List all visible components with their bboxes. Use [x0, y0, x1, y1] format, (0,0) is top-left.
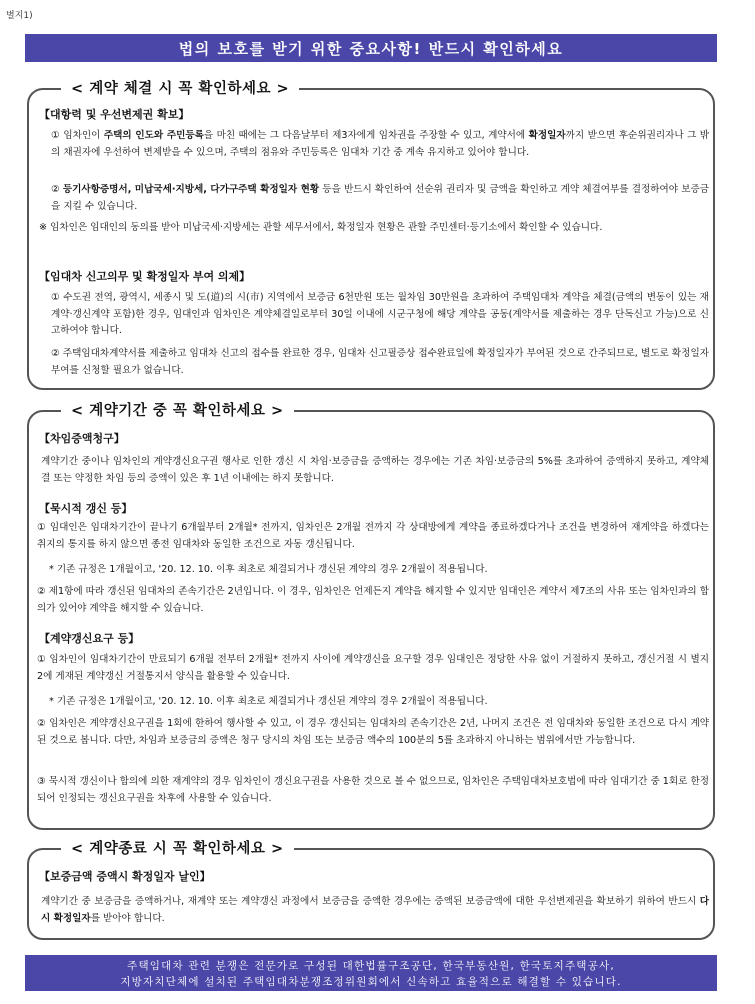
subheading: 【묵시적 갱신 등】 — [39, 502, 133, 515]
paragraph: 계약기간 중이나 임차인의 계약갱신요구권 행사로 인한 갱신 시 차임·보증금을 증액하는 경우에는 기존 차임·보증금의 5%를 초과하여 증액하지 못하고, 계약체결 또는 약정한 차임 등의 증액이 있은 후 1년 이내에는 하지 못합니다. — [41, 456, 709, 484]
paragraph: ① 임차인이 주택의 인도와 주민등록을 마친 때에는 그 다음날부터 제3자에게 임차권을 주장할 수 있고, 계약서에 확정일자까지 받으면 후순위권리자나 그 밖의 채권자에 우선하여 변제받을 수 있으며, 주택의 점유와 주민등록은 임대차 기간 중 계속 유지하고 있어야 합니다. — [51, 130, 710, 158]
note: ※ 임차인은 임대인의 동의를 받아 미납국세·지방세는 관할 세무서에서, 확정일자 현황은 관할 주민센터·등기소에서 확인할 수 있습니다. — [39, 222, 603, 233]
paragraph: ① 임차인이 임대차기간이 만료되기 6개월 전부터 2개월* 전까지 사이에 계약갱신을 요구할 경우 임대인은 정당한 사유 없이 거절하지 못하고, 갱신거절 시 별지 2에 게재된 계약갱신 거절통지서 양식을 활용할 수 있습니다. — [37, 654, 709, 682]
paragraph: ② 등기사항증명서, 미납국세·지방세, 다가구주택 확정일자 현황 등을 반드시 확인하여 선순위 권리자 및 금액을 확인하고 계약 체결여부를 결정하여야 보증금을 지킬 수 있습니다. — [51, 184, 709, 212]
footer-line: 지방자치단체에 설치된 주택임대차분쟁조정위원회에서 신속하고 효율적으로 해결할 수 있습니다. — [120, 976, 622, 988]
footer-line: 주택임대차 관련 분쟁은 전문가로 구성된 대한법률구조공단, 한국부동산원, 한국토지주택공사, — [127, 960, 615, 972]
section-title: < 계약기간 중 꼭 확인하세요 > — [61, 399, 294, 420]
appendix-tag: 별지1) — [6, 11, 33, 21]
footnote: * 기존 규정은 1개월이고, '20. 12. 10. 이후 최초로 체결되거나 갱신된 계약의 경우 2개월이 적용됩니다. — [49, 696, 488, 707]
header-banner: 법의 보호를 받기 위한 중요사항! 반드시 확인하세요 — [25, 34, 717, 62]
paragraph: ② 주택임대차계약서를 제출하고 임대차 신고의 접수를 완료한 경우, 임대차 신고필증상 접수완료일에 확정일자가 부여된 것으로 간주되므로, 별도로 확정일자 부여를 신청할 필요가 없습니다. — [51, 348, 709, 376]
subheading: 【대항력 및 우선변제권 확보】 — [39, 108, 190, 121]
paragraph: ③ 묵시적 갱신이나 합의에 의한 재계약의 경우 임차인이 갱신요구권을 사용한 것으로 볼 수 없으므로, 임차인은 주택임대차보호법에 따라 임대기간 중 1회로 한정되어 인정되는 갱신요구권을 차후에 사용할 수 있습니다. — [37, 776, 709, 804]
section-title: < 계약 체결 시 꼭 확인하세요 > — [61, 77, 299, 98]
paragraph: ① 수도권 전역, 광역시, 세종시 및 도(道)의 시(市) 지역에서 보증금 6천만원 또는 월차임 30만원을 초과하여 주택임대차 계약을 체결(금액의 변동이 있는 재계약·갱신계약 포함)한 경우, 임대인과 임차인은 계약체결일로부터 30일 이내에 시군구청에 해당 계약을 공동(계약서를 제출하는 경우 단독신고 가능)으로 신고하여야 합니다. — [51, 292, 709, 336]
subheading: 【임대차 신고의무 및 확정일자 부여 의제】 — [39, 270, 251, 283]
section-contract-end — [27, 841, 715, 940]
section-contract-period — [27, 403, 715, 830]
subheading: 【계약갱신요구 등】 — [39, 632, 140, 645]
footer-banner — [25, 955, 717, 991]
section-contract-signing — [27, 81, 715, 390]
subheading: 【보증금액 증액시 확정일자 날인】 — [39, 870, 211, 883]
paragraph: ① 임대인은 임대차기간이 끝나기 6개월부터 2개월* 전까지, 임차인은 2개월 전까지 각 상대방에게 계약을 종료하겠다거나 조건을 변경하여 재계약을 하겠다는 취지의 통지를 하지 않으면 종전 임대차와 동일한 조건으로 자동 갱신됩니다. — [37, 522, 709, 550]
paragraph: ② 임차인은 계약갱신요구권을 1회에 한하여 행사할 수 있고, 이 경우 갱신되는 임대차의 존속기간은 2년, 나머지 조건은 전 임대차와 동일한 조건으로 다시 계약된 것으로 봅니다. 다만, 차임과 보증금의 증액은 청구 당시의 차임 또는 보증금 액수의 100분의 5를 초과하지 아니하는 범위에서만 가능합니다. — [37, 718, 709, 746]
paragraph: ② 제1항에 따라 갱신된 임대차의 존속기간은 2년입니다. 이 경우, 임차인은 언제든지 계약을 해지할 수 있지만 임대인은 계약서 제7조의 사유 또는 임차인과의 합의가 있어야 계약을 해지할 수 있습니다. — [37, 586, 709, 614]
subheading: 【차임증액청구】 — [39, 432, 125, 445]
section-title: < 계약종료 시 꼭 확인하세요 > — [61, 837, 294, 858]
footnote: * 기존 규정은 1개월이고, '20. 12. 10. 이후 최초로 체결되거나 갱신된 계약의 경우 2개월이 적용됩니다. — [49, 564, 488, 575]
paragraph: 계약기간 중 보증금을 증액하거나, 재계약 또는 계약갱신 과정에서 보증금을 증액한 경우에는 증액된 보증금액에 대한 우선변제권을 확보하기 위하여 반드시 다시 확정일자를 받아야 합니다. — [41, 896, 709, 924]
